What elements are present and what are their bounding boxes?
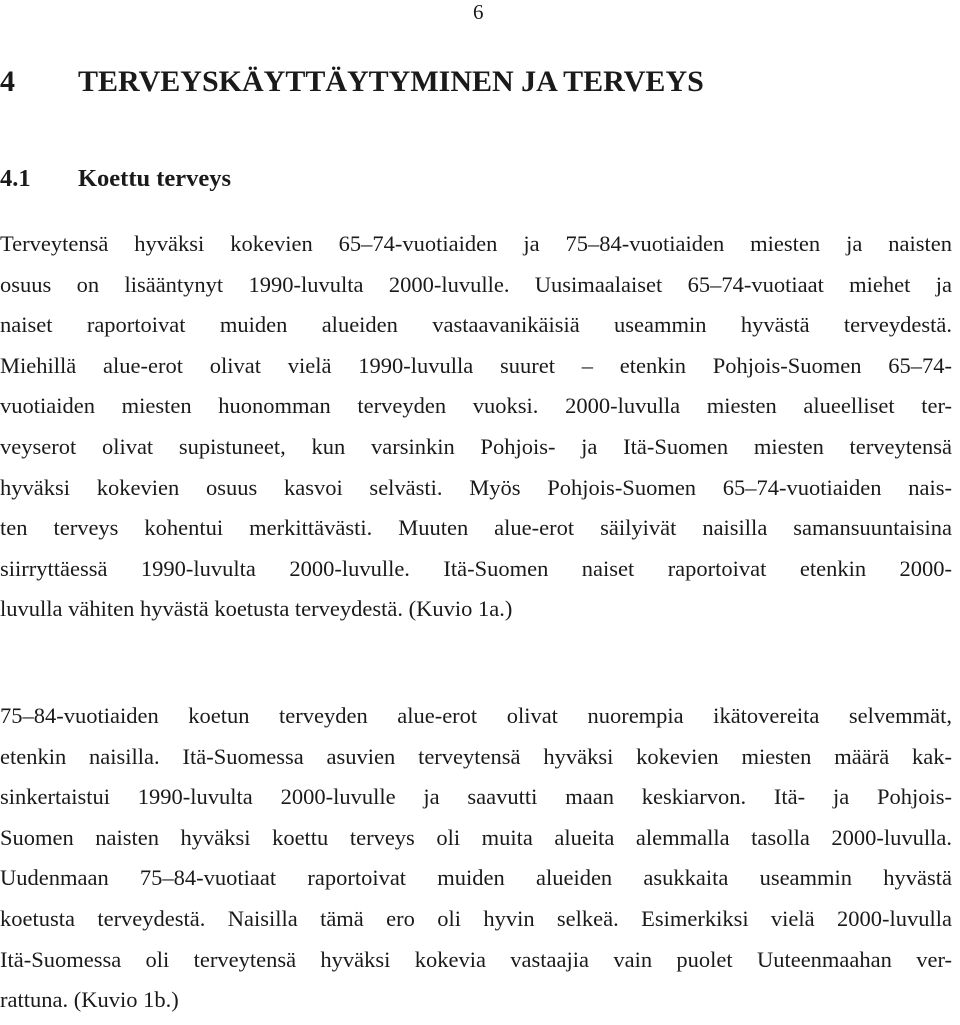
paragraph-line: 75–84-vuotiaiden koetun terveyden alue-erot olivat nuorempia ikätovereita selvemmät, (0, 703, 952, 728)
paragraph-line: rattuna. (Kuvio 1b.) (0, 987, 179, 1013)
paragraph-line: siirryttäessä 1990-luvulta 2000-luvulle. Itä-Suomen naiset raportoivat etenkin 2000- (0, 555, 952, 581)
paragraph-line: naiset raportoivat muiden alueiden vastaavanikäisiä useammin hyvästä terveydestä. (0, 312, 952, 338)
section-number: 4.1 (0, 165, 31, 192)
paragraph-line: veyserot olivat supistuneet, kun varsinkin Pohjois- ja Itä-Suomen miesten terveytensä (0, 433, 952, 459)
chapter-heading (0, 64, 704, 100)
body-paragraph-1 (0, 224, 952, 630)
paragraph-line: Suomen naisten hyväksi koettu terveys oli muita alueita alemmalla tasolla 2000-luvulla. (0, 824, 952, 850)
paragraph-line: hyväksi kokevien osuus kasvoi selvästi. Myös Pohjois-Suomen 65–74-vuotiaiden nais- (0, 474, 952, 500)
page-number: 6 (473, 0, 484, 24)
chapter-title: TERVEYSKÄYTTÄYTYMINEN JA TERVEYS (78, 65, 704, 98)
paragraph-line: koetusta terveydestä. Naisilla tämä ero oli hyvin selkeä. Esimerkiksi vielä 2000-luvulla (0, 905, 952, 931)
paragraph-line: Uudenmaan 75–84-vuotiaat raportoivat muiden alueiden asukkaita useammin hyvästä (0, 865, 952, 891)
paragraph-line: etenkin naisilla. Itä-Suomessa asuvien terveytensä hyväksi kokevien miesten määrä kak- (0, 743, 952, 769)
paragraph-line: sinkertaistui 1990-luvulta 2000-luvulle ja saavutti maan keskiarvon. Itä- ja Pohjois- (0, 784, 952, 810)
paragraph-line: vuotiaiden miesten huonomman terveyden vuoksi. 2000-luvulla miesten alueelliset ter- (0, 393, 952, 419)
paragraph-line: Terveytensä hyväksi kokevien 65–74-vuotiaiden ja 75–84-vuotiaiden miesten ja naisten (0, 231, 952, 256)
chapter-number: 4 (0, 65, 15, 98)
paragraph-line: Itä-Suomessa oli terveytensä hyväksi kokevia vastaajia vain puolet Uuteenmaahan ver- (0, 946, 952, 972)
paragraph-line: ten terveys kohentui merkittävästi. Muuten alue-erot säilyivät naisilla samansuuntaisina (0, 515, 952, 541)
paragraph-line: Miehillä alue-erot olivat vielä 1990-luvulla suuret – etenkin Pohjois-Suomen 65–74- (0, 352, 952, 378)
body-paragraph-2 (0, 696, 952, 1021)
section-title: Koettu terveys (78, 165, 232, 192)
paragraph-line: luvulla vähiten hyvästä koetusta terveydestä. (Kuvio 1a.) (0, 596, 513, 622)
section-heading (0, 164, 231, 194)
paragraph-line: osuus on lisääntynyt 1990-luvulta 2000-luvulle. Uusimaalaiset 65–74-vuotiaat miehet ja (0, 271, 952, 297)
